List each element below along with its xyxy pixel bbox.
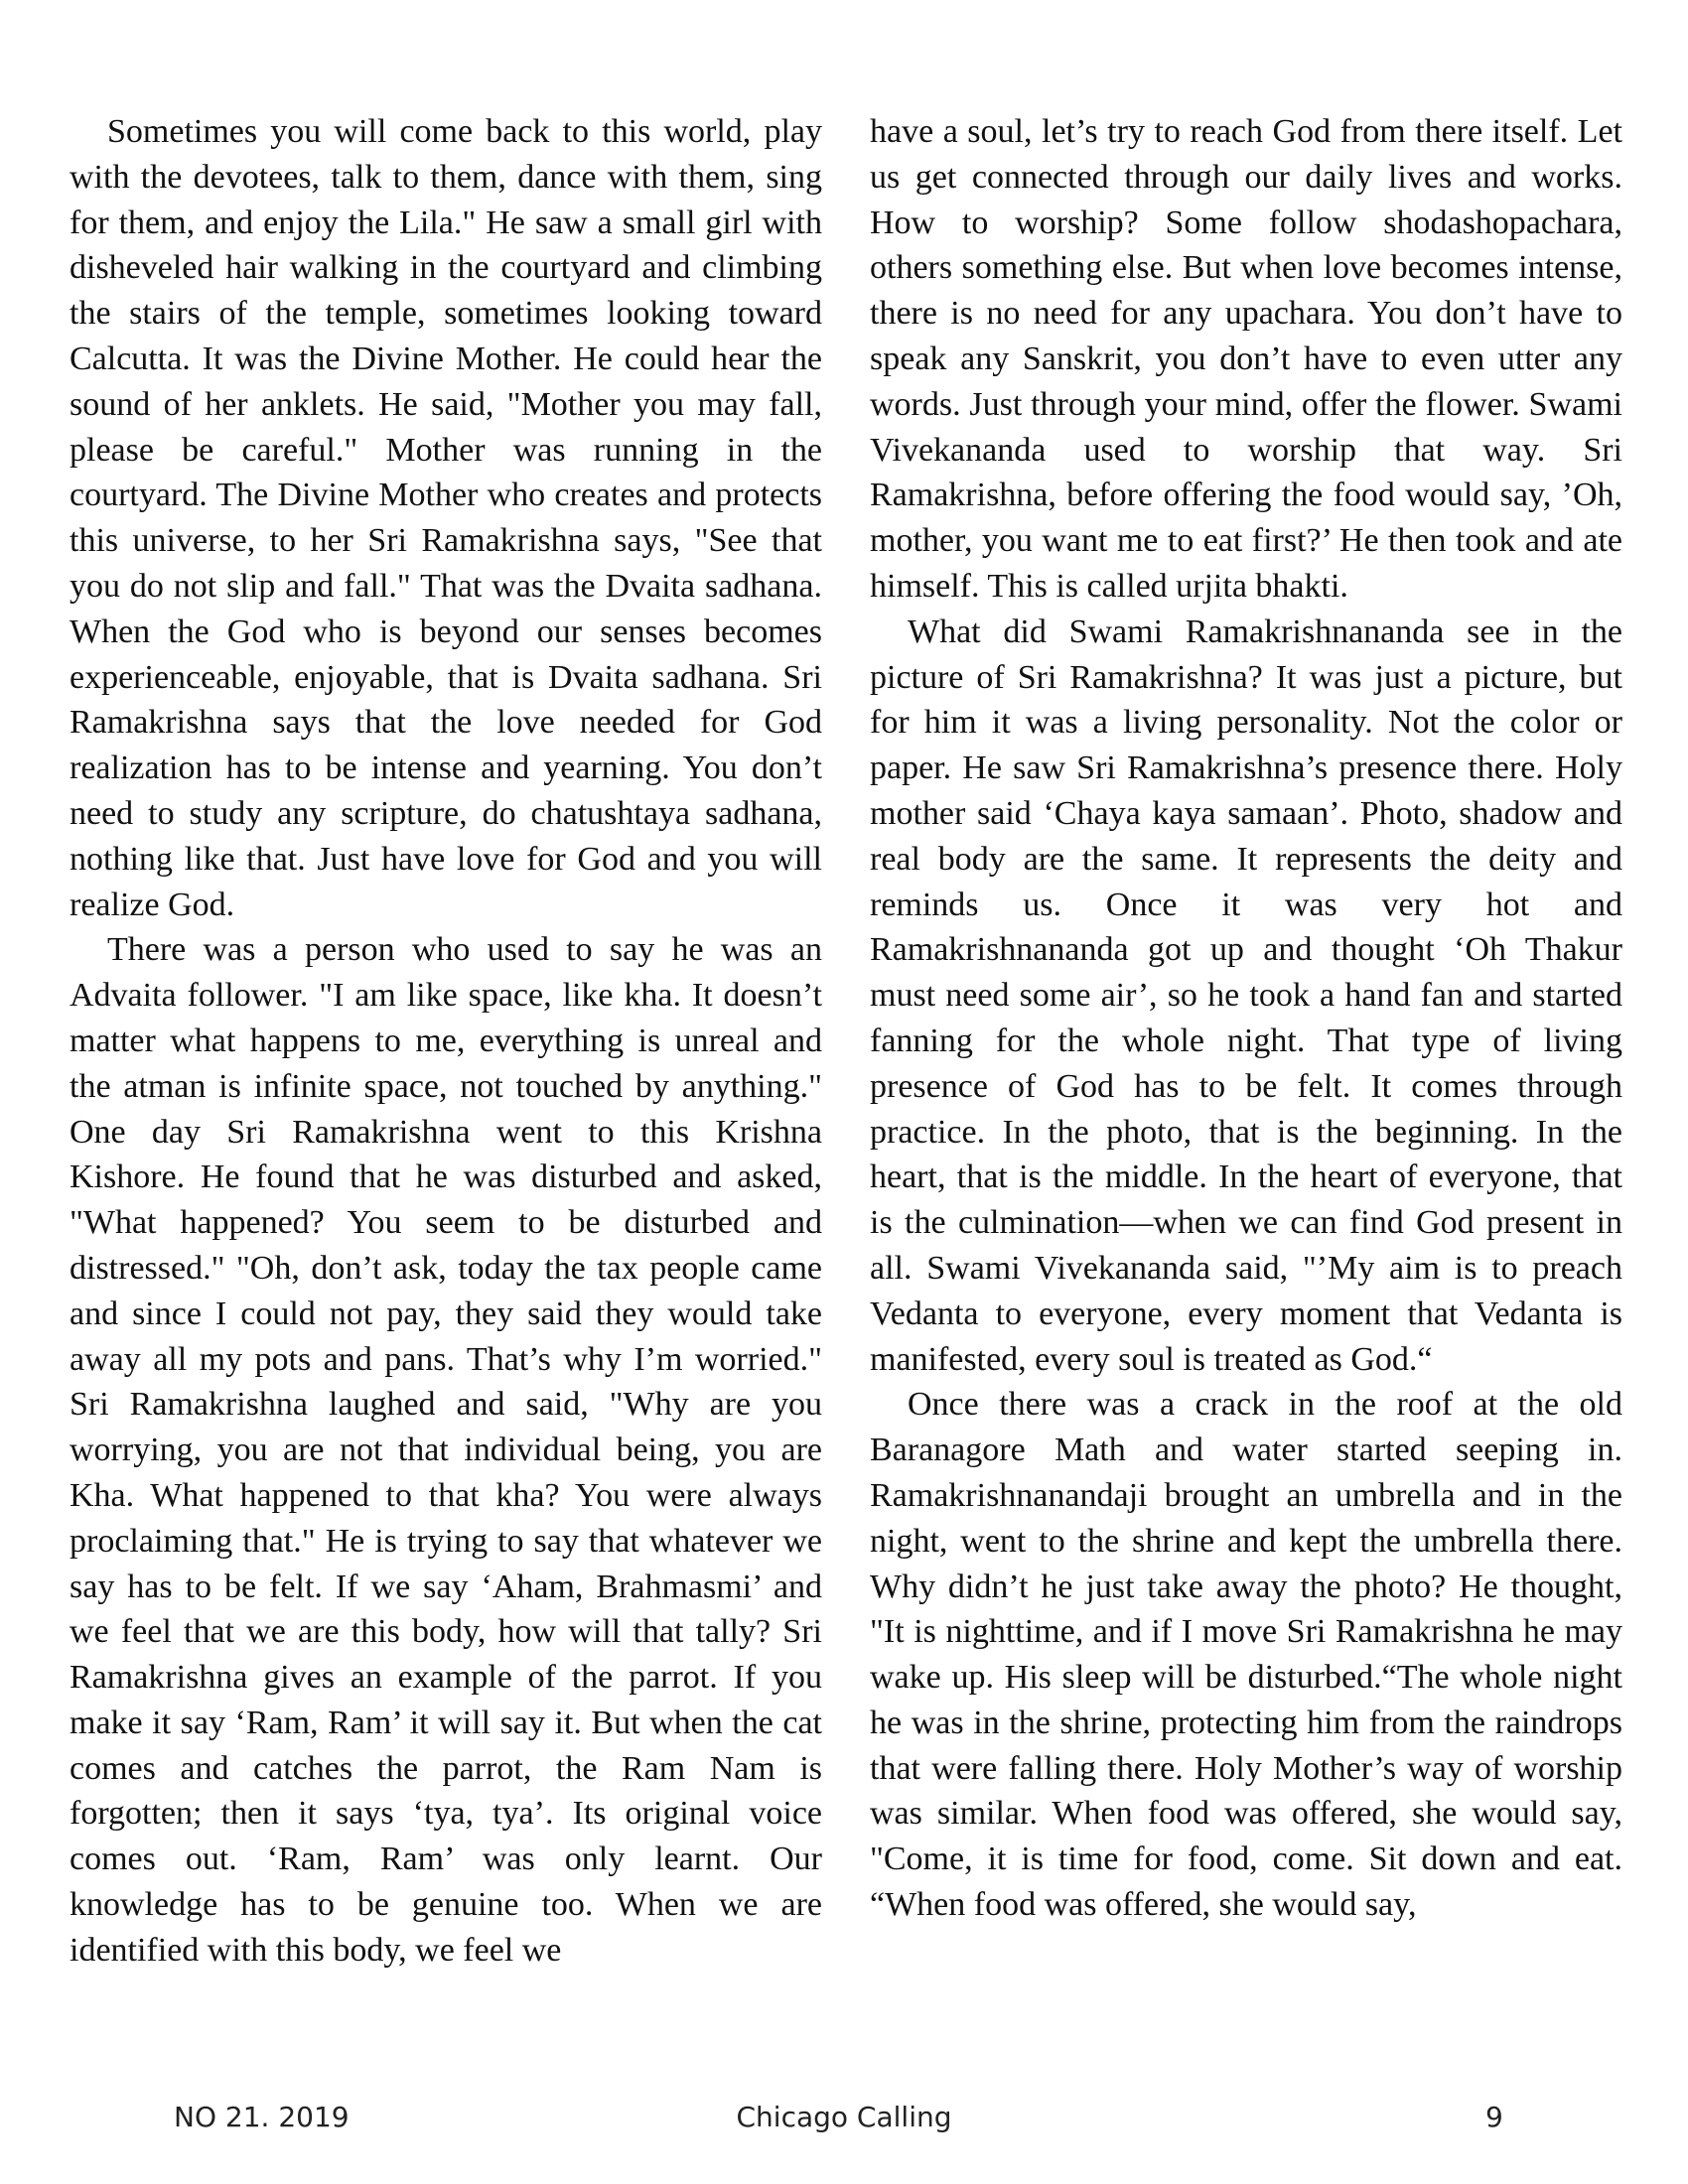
publication-title: Chicago Calling [736,2101,952,2133]
paragraph: What did Swami Ramakrishnananda see in the picture of Sri Ramakrishna? It was just a picture, but for him it was a living personality. Not the color or paper. He saw Sri Ramakrishna’s presence there. Holy mother said ‘Chaya kaya samaan’. Photo, shadow and real body are the same. It represents the deity and reminds us. Once it was very hot and Ramakrishnananda got up and thought ‘Oh Thakur must need some air’, so he took a hand fan and started fanning for the whole night. That type of living presence of God has to be felt. It comes through practice. In the photo, that is the beginning. In the heart, that is the middle. In the heart of everyone, that is the culmination—when we can find God present in all. Swami Vivekananda said, "’My aim is to preach Vedanta to everyone, every moment that Vedanta is manifested, every soul is treated as God.“ [870,613,1622,1378]
page-number: 9 [1485,2101,1503,2133]
right-text-column [870,109,1622,1928]
paragraph: Sometimes you will come back to this world, play with the devotees, talk to them, dance with them, sing for them, and enjoy the Lila." He saw a small girl with disheveled hair walking in the courtyard and climbing the stairs of the temple, sometimes looking toward Calcutta. It was the Divine Mother. He could hear the sound of her anklets. He said, "Mother you may fall, please be careful." Mother was running in the courtyard. The Divine Mother who creates and protects this universe, to her Sri Ramakrishna says, "See that you do not slip and fall." That was the Dvaita sadhana. When the God who is beyond our senses becomes experienceable, enjoyable, that is Dvaita sadhana. Sri Ramakrishna says that the love needed for God realization has to be intense and yearning. You don’t need to study any scripture, do chatushtaya sadhana, nothing like that. Just have love for God and you will realize God. [70,113,822,923]
paragraph: There was a person who used to say he was an Advaita follower. "I am like space, like kha. It doesn’t matter what happens to me, everything is unreal and the atman is infinite space, not touched by anything." One day Sri Ramakrishna went to this Krishna Kishore. He found that he was disturbed and asked, "What happened? You seem to be disturbed and distressed." "Oh, don’t ask, today the tax people came and since I could not pay, they said they would take away all my pots and pans. That’s why I’m worried." Sri Ramakrishna laughed and said, "Why are you worrying, you are not that individual being, you are Kha. What happened to that kha? You were always proclaiming that." He is trying to say that whatever we say has to be felt. If we say ‘Aham, Brahmasmi’ and we feel that we are this body, how will that tally? Sri Ramakrishna gives an example of the parrot. If you make it say ‘Ram, Ram’ it will say it. But when the cat comes and catches the parrot, the Ram Nam is forgotten; then it says ‘tya, tya’. Its original voice comes out. ‘Ram, Ram’ was only learnt. Our knowledge has to be genuine too. When we are identified with this body, we feel we [70,931,822,1969]
page-footer [0,2101,1688,2144]
paragraph: Once there was a crack in the roof at the old Baranagore Math and water started seeping in. Ramakrishnanandaji brought an umbrella and in the night, went to the shrine and kept the umbrella there. Why didn’t he just take away the photo? He thought, "It is nighttime, and if I move Sri Ramakrishna he may wake up. His sleep will be disturbed.“The whole night he was in the shrine, protecting him from the raindrops that were falling there. Holy Mother’s way of worship was similar. When food was offered, she would say, "Come, it is time for food, come. Sit down and eat. “When food was offered, she would say, [870,1386,1622,1924]
left-text-column [70,109,822,1974]
issue-number: NO 21. 2019 [174,2101,350,2133]
paragraph: have a soul, let’s try to reach God from there itself. Let us get connected through our daily lives and works. How to worship? Some follow shodashopachara, others something else. But when love becomes intense, there is no need for any upachara. You don’t have to speak any Sanskrit, you don’t have to even utter any words. Just through your mind, offer the flower. Swami Vivekananda used to worship that way. Sri Ramakrishna, before offering the food would say, ’Oh, mother, you want me to eat first?’ He then took and ate himself. This is called urjita bhakti. [870,113,1622,605]
